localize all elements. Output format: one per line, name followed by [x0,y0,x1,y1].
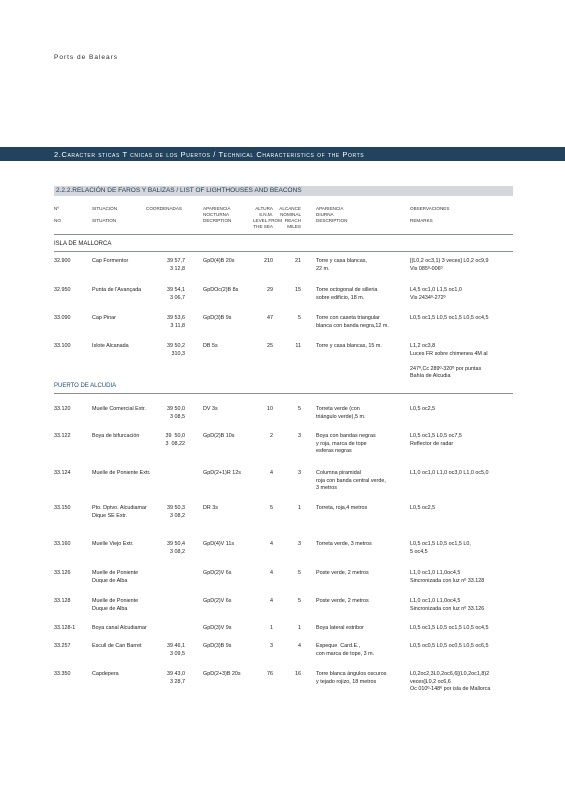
cell-height: 25 [267,343,273,349]
cell-height: 4 [270,470,273,476]
cell-remarks: L0,5 oc2,5 [410,505,436,511]
cell-height: 10 [267,406,273,412]
header-no: Nº NO [54,206,61,223]
cell-no: 33.090 [54,315,71,321]
cell-remarks: L0,5 oc1,5 L0,5 oc7,5 Reflector de radar [410,433,462,447]
header-situation: SITUACIÓN SITUATION [92,206,118,223]
cell-day: Poste verde, 2 metros [316,598,369,604]
cell-height: 5 [270,505,273,511]
cell-reach: 4 [298,643,301,649]
cell-height: 47 [267,315,273,321]
cell-height: 3 [270,643,273,649]
cell-remarks: [(L0,2 oc3,1) 3 veces] L0,2 oc9,9 Vis 085º-006º [410,258,489,272]
cell-situation: Escull de Can Barret [92,643,142,649]
cell-reach: 5 [298,570,301,576]
cell-coords: 39 53,6 3 11,8 [167,315,185,329]
cell-day: Torreta, roja,4 metros [316,505,368,511]
cell-appearance: DB 5s [203,343,218,349]
cell-height: 4 [270,570,273,576]
section-title: PUERTO DE ALCUDIA [54,383,117,389]
cell-height: 1 [270,625,273,631]
cell-no: 33.257 [54,643,71,649]
header-reach: ALCANCE NOMINAL REACH MILES [279,206,301,229]
cell-appearance: DR 3s [203,505,218,511]
cell-situation: Capdepera [92,671,119,677]
section-rule [54,393,513,394]
cell-day: Torre y casa blancas, 15 m. [316,343,382,349]
cell-day: Torreta verde (con triángulo verde),5 m. [316,406,366,420]
cell-situation: Cap Formentor [92,258,129,264]
chapter-title: 2.Caracter sticas T cnicas de los Puertos / Technical Characteristics of the Ports [54,150,365,159]
cell-day: Torre blanca ángulos oscuros y tejado rojizo, 18 metros [316,671,387,685]
cell-no: 32.900 [54,258,71,264]
cell-coords: 39 43,0 3 28,7 [167,671,185,685]
cell-appearance: GpDOc(2)B 8s [203,287,239,293]
cell-appearance: GpD(2)B 10s [203,433,235,439]
cell-appearance: GpD(3)V 9s [203,625,232,631]
cell-no: 33.120 [54,406,71,412]
cell-situation: Muelle de Poniente Duque de Alba [92,598,139,612]
cell-no: 33.128-1 [54,625,76,631]
cell-coords: 39 50,2 310,3 [167,343,185,357]
cell-reach: 11 [295,343,301,349]
cell-situation: Pto. Dptvo. Alcudiamar Dique SE Extr. [92,505,147,519]
cell-appearance: GpD(2)V 6s [203,598,232,604]
cell-no: 32.950 [54,287,71,293]
cell-coords: 39 54,1 3 06,7 [167,287,185,301]
cell-no: 33.128 [54,598,71,604]
cell-remarks: L1,0 oc1,0 L1,0oc4,5 Sincronizada con luz nº 33.126 [410,598,485,612]
chapter-banner [0,147,565,161]
cell-reach: 5 [298,598,301,604]
running-header: Ports de Balears [54,54,119,61]
cell-reach: 1 [298,505,301,511]
header-coordinates: COORDENADAS [146,206,182,211]
cell-remarks: L0,5 oc1,5 L0,5 oc1,5 L0,5 oc4,5 [410,315,489,321]
cell-day: Boya lateral estribor [316,625,364,631]
header-height: ALTURA S.N.M. LEVEL FROM THE SEA [253,206,282,229]
header-rule [54,234,513,235]
cell-day: Columna piramidal roja con banda central verde, 3 metros [316,470,386,492]
header-night-appearance: APARIENCIA NOCTURNA DECRIPTION [203,206,232,223]
cell-coords: 39 46,1 3 09,5 [167,643,185,657]
cell-height: 210 [264,258,273,264]
cell-reach: 3 [298,433,301,439]
section-rule [54,251,513,252]
cell-no: 33.126 [54,570,71,576]
cell-remarks: L4,5 oc1,0 L1,5 oc1,0 Vis 2434º-272º [410,287,462,301]
section-subheading [54,186,513,196]
cell-remarks: L0,5 oc1,5 L0,5 oc1,5 L0, 5 oc4,5 [410,541,471,555]
cell-situation: Boya de bifurcación [92,433,140,439]
cell-no: 33.100 [54,343,71,349]
cell-appearance: GpD(3)B 9s [203,315,232,321]
cell-appearance: GpD(2+3)B 20s [203,671,241,677]
cell-reach: 15 [295,287,301,293]
cell-situation: Muelle Comercial Extr. [92,406,146,412]
cell-reach: 1 [298,625,301,631]
cell-no: 33.124 [54,470,71,476]
cell-situation: Muelle de Poniente Extr. [92,470,151,476]
cell-coords: 39 50,3 3 08,2 [167,505,185,519]
cell-no: 33.160 [54,541,71,547]
cell-reach: 3 [298,541,301,547]
header-day-appearance: APARIENCIA DIURNA DESCRIPTION [316,206,348,223]
cell-appearance: GpD(2)V 6s [203,570,232,576]
cell-remarks: L0,5 oc2,5 [410,406,436,412]
cell-coords: 39 57,7 3 12,8 [167,258,185,272]
cell-appearance: GpD(3)B 9s [203,643,232,649]
cell-day: Boya con bandas negras y roja, marca de tope esferas negras [316,433,376,455]
cell-reach: 3 [298,470,301,476]
cell-situation: Boya canal Alcudiamar [92,625,147,631]
cell-height: 2 [270,433,273,439]
cell-no: 33.122 [54,433,71,439]
cell-height: 4 [270,598,273,604]
cell-remarks: L1,0 oc1,0 L1,0oc4,5 Sincronizada con luz nº 33.128 [410,570,485,584]
cell-coords: 39 50,4 3 08,2 [167,541,185,555]
cell-reach: 16 [295,671,301,677]
cell-situation: Muelle Viejo Extr. [92,541,134,547]
cell-height: 4 [270,541,273,547]
cell-day: Espeque Card.E., con marca de tope, 3 m. [316,643,375,657]
cell-appearance: GpD(2+1)R 12s [203,470,241,476]
header-remarks: OBSERVACIONES REMARKS [410,206,450,223]
cell-coords: 39 50,0 3 08,22 [165,433,185,447]
cell-day: Torreta verde, 3 metros [316,541,372,547]
cell-reach: 5 [298,406,301,412]
cell-day: Torre con caseta triangular blanca con banda negra,12 m. [316,315,389,329]
cell-no: 33.150 [54,505,71,511]
section-title: ISLA DE MALLORCA [54,241,112,247]
cell-situation: Punta de l'Avançada [92,287,142,293]
cell-day: Torre y casa blancas, 22 m. [316,258,367,272]
cell-coords: 39 50,0 3 08,5 [167,406,185,420]
cell-situation: Islote Alcanada [92,343,129,349]
cell-remarks: L0,2oc2,3L0,2oc6,6[(L0,2oc1,8)2 veces]L0,2 oc6,6 Oc 010º-148º por isla de Mallorca [410,671,491,693]
cell-remarks: L0,5 oc1,5 L0,5 oc1,5 L0,5 oc4,5 [410,625,489,631]
cell-remarks: L0,5 oc0,5 L0,5 oc0,5 L0,5 oc6,5 [410,643,489,649]
cell-height: 29 [267,287,273,293]
cell-no: 33.350 [54,671,71,677]
cell-situation: Muelle de Poniente Duque de Alba [92,570,139,584]
cell-height: 76 [267,671,273,677]
cell-remarks: L1,2 oc3,8 Luces FR sobre chimenea 4M al 247º,Cc 289º-320º por puntas Bahía de Alcudia [410,343,488,380]
cell-appearance: DV 3s [203,406,218,412]
cell-reach: 21 [295,258,301,264]
cell-appearance: GpD(4)V 11s [203,541,235,547]
cell-situation: Cap Pinar [92,315,116,321]
subheading-title: 2.2.2.RELACIÓN DE FAROS Y BALIZAS / LIST OF LIGHTHOUSES AND BEACONS [56,187,302,194]
cell-appearance: GpD(4)B 20s [203,258,235,264]
cell-day: Poste verde, 2 metros [316,570,369,576]
cell-day: Torre octogonal de silleria sobre edificio, 18 m. [316,287,378,301]
cell-reach: 5 [298,315,301,321]
cell-remarks: L1,0 oc1,0 L1,0 oc3,0 L1,0 oc5,0 [410,470,489,476]
